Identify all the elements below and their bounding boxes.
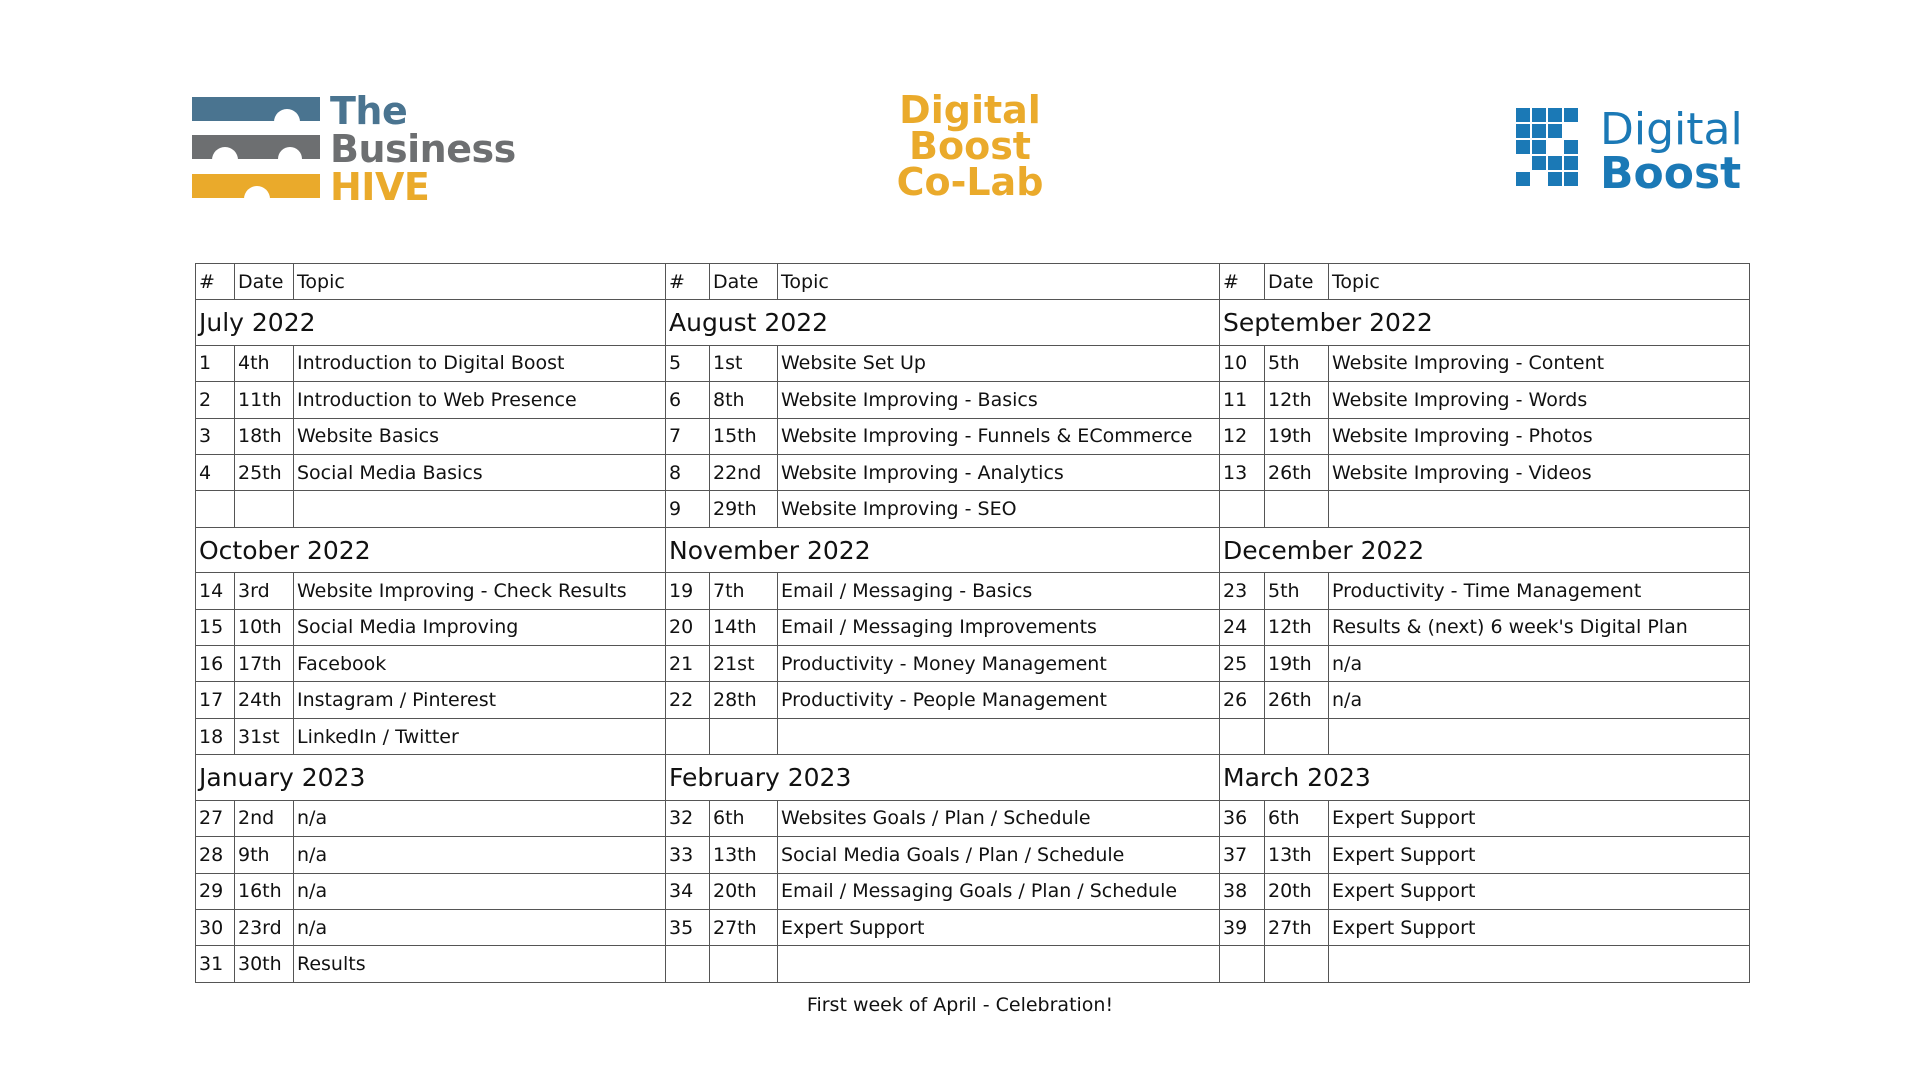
colab-logo-line-3: Co-Lab [896, 160, 1044, 204]
digital-boost-logo-line-1: Digital [1600, 104, 1743, 155]
session-number [1220, 491, 1265, 527]
table-row [196, 873, 1750, 909]
session-topic: Results & (next) 6 week's Digital Plan [1329, 609, 1750, 645]
session-number: 17 [196, 682, 235, 718]
session-topic: Introduction to Digital Boost [294, 345, 666, 381]
table-row [196, 345, 1750, 381]
session-topic: n/a [1329, 682, 1750, 718]
session-date: 5th [1265, 573, 1329, 609]
session-topic: Website Improving - Words [1329, 382, 1750, 418]
session-topic: Expert Support [1329, 873, 1750, 909]
session-topic: n/a [294, 909, 666, 945]
session-date: 16th [235, 873, 294, 909]
table-row [196, 718, 1750, 754]
session-topic: Website Improving - Photos [1329, 418, 1750, 454]
session-topic: Productivity - People Management [778, 682, 1220, 718]
session-date: 12th [1265, 609, 1329, 645]
session-number [1220, 718, 1265, 754]
session-number: 28 [196, 837, 235, 873]
session-date: 5th [1265, 345, 1329, 381]
session-topic [1329, 718, 1750, 754]
session-topic: Website Basics [294, 418, 666, 454]
session-number: 14 [196, 573, 235, 609]
session-topic: Website Set Up [778, 345, 1220, 381]
session-number: 8 [666, 455, 710, 491]
session-topic: Expert Support [1329, 800, 1750, 836]
session-topic: Website Improving - Funnels & ECommerce [778, 418, 1220, 454]
table-row [196, 609, 1750, 645]
session-date: 31st [235, 718, 294, 754]
digital-boost-colab-logo [860, 88, 1080, 204]
session-date: 26th [1265, 682, 1329, 718]
colab-logo-line-1: Digital [899, 88, 1041, 132]
session-topic [1329, 491, 1750, 527]
session-number: 10 [1220, 345, 1265, 381]
column-header: # [666, 264, 710, 300]
digital-boost-logo [1516, 104, 1760, 200]
table-row [196, 646, 1750, 682]
session-date: 15th [710, 418, 778, 454]
table-row [196, 909, 1750, 945]
session-number: 4 [196, 455, 235, 491]
month-heading: July 2022 [196, 300, 666, 345]
session-date: 27th [710, 909, 778, 945]
session-number: 27 [196, 800, 235, 836]
session-number: 5 [666, 345, 710, 381]
session-topic: n/a [1329, 646, 1750, 682]
session-number [666, 718, 710, 754]
session-date [1265, 718, 1329, 754]
column-header: Topic [778, 264, 1220, 300]
session-number: 29 [196, 873, 235, 909]
column-header: Date [710, 264, 778, 300]
session-number: 9 [666, 491, 710, 527]
table-row [196, 800, 1750, 836]
session-number: 33 [666, 837, 710, 873]
session-topic [1329, 946, 1750, 983]
session-topic: Expert Support [1329, 837, 1750, 873]
session-date: 22nd [710, 455, 778, 491]
column-header: Date [235, 264, 294, 300]
month-heading: November 2022 [666, 527, 1220, 572]
session-topic: Expert Support [1329, 909, 1750, 945]
session-topic: Introduction to Web Presence [294, 382, 666, 418]
session-date [235, 491, 294, 527]
session-date: 6th [710, 800, 778, 836]
digital-boost-logo-line-2: Boost [1600, 148, 1742, 199]
session-topic: n/a [294, 800, 666, 836]
schedule-table [195, 263, 1750, 983]
session-number: 25 [1220, 646, 1265, 682]
session-topic: Social Media Basics [294, 455, 666, 491]
session-date: 13th [1265, 837, 1329, 873]
session-number: 37 [1220, 837, 1265, 873]
business-hive-logo [192, 89, 542, 210]
hive-bar-top [192, 97, 320, 121]
session-date: 28th [710, 682, 778, 718]
session-number: 38 [1220, 873, 1265, 909]
session-date: 29th [710, 491, 778, 527]
session-topic: Website Improving - SEO [778, 491, 1220, 527]
session-number [666, 946, 710, 983]
month-heading-row [196, 527, 1750, 572]
session-number: 21 [666, 646, 710, 682]
hive-bar-bottom [192, 174, 320, 198]
session-number: 36 [1220, 800, 1265, 836]
session-number [1220, 946, 1265, 983]
session-number: 22 [666, 682, 710, 718]
month-heading: March 2023 [1220, 755, 1750, 800]
session-topic: n/a [294, 873, 666, 909]
hive-bar-middle [192, 135, 320, 159]
session-number: 15 [196, 609, 235, 645]
month-heading: December 2022 [1220, 527, 1750, 572]
session-date: 8th [710, 382, 778, 418]
column-header: Date [1265, 264, 1329, 300]
session-date: 18th [235, 418, 294, 454]
column-header: Topic [294, 264, 666, 300]
session-date [1265, 946, 1329, 983]
session-date: 4th [235, 345, 294, 381]
column-header: # [1220, 264, 1265, 300]
footer-note: First week of April - Celebration! [806, 994, 1114, 1016]
table-row [196, 946, 1750, 983]
session-date: 30th [235, 946, 294, 983]
session-date: 2nd [235, 800, 294, 836]
colab-logo-line-2: Boost [909, 124, 1031, 168]
table-row [196, 382, 1750, 418]
session-date: 19th [1265, 646, 1329, 682]
column-header: # [196, 264, 235, 300]
session-topic: LinkedIn / Twitter [294, 718, 666, 754]
table-row [196, 573, 1750, 609]
column-header: Topic [1329, 264, 1750, 300]
session-number: 11 [1220, 382, 1265, 418]
session-date: 14th [710, 609, 778, 645]
session-number: 23 [1220, 573, 1265, 609]
session-date: 20th [710, 873, 778, 909]
table-row [196, 418, 1750, 454]
table-row [196, 837, 1750, 873]
session-topic: Website Improving - Content [1329, 345, 1750, 381]
session-date: 27th [1265, 909, 1329, 945]
session-date: 3rd [235, 573, 294, 609]
session-date: 25th [235, 455, 294, 491]
session-topic [778, 946, 1220, 983]
session-date: 11th [235, 382, 294, 418]
month-heading-row [196, 300, 1750, 345]
session-topic: Social Media Improving [294, 609, 666, 645]
session-number: 7 [666, 418, 710, 454]
session-number: 32 [666, 800, 710, 836]
table-header-row [196, 264, 1750, 300]
session-date [1265, 491, 1329, 527]
session-date: 24th [235, 682, 294, 718]
session-date: 19th [1265, 418, 1329, 454]
session-date: 23rd [235, 909, 294, 945]
month-heading: February 2023 [666, 755, 1220, 800]
session-date: 13th [710, 837, 778, 873]
session-number: 24 [1220, 609, 1265, 645]
session-topic: Email / Messaging Goals / Plan / Schedule [778, 873, 1220, 909]
session-number: 35 [666, 909, 710, 945]
session-date [710, 718, 778, 754]
hive-logo-line-1: The [330, 89, 408, 133]
session-date: 6th [1265, 800, 1329, 836]
session-number: 1 [196, 345, 235, 381]
session-topic: Productivity - Time Management [1329, 573, 1750, 609]
session-number: 2 [196, 382, 235, 418]
session-topic: Productivity - Money Management [778, 646, 1220, 682]
month-heading: January 2023 [196, 755, 666, 800]
month-heading-row [196, 755, 1750, 800]
session-date: 7th [710, 573, 778, 609]
session-number: 30 [196, 909, 235, 945]
table-row [196, 455, 1750, 491]
session-date: 20th [1265, 873, 1329, 909]
session-topic: Social Media Goals / Plan / Schedule [778, 837, 1220, 873]
session-topic: Websites Goals / Plan / Schedule [778, 800, 1220, 836]
session-number: 26 [1220, 682, 1265, 718]
session-topic [294, 491, 666, 527]
month-heading: October 2022 [196, 527, 666, 572]
session-topic: Results [294, 946, 666, 983]
session-number: 18 [196, 718, 235, 754]
session-number: 3 [196, 418, 235, 454]
session-date: 9th [235, 837, 294, 873]
session-number: 20 [666, 609, 710, 645]
hive-logo-line-2: Business [330, 127, 516, 171]
session-number: 34 [666, 873, 710, 909]
session-topic: Facebook [294, 646, 666, 682]
session-topic: Expert Support [778, 909, 1220, 945]
month-heading: September 2022 [1220, 300, 1750, 345]
session-topic: Website Improving - Basics [778, 382, 1220, 418]
session-number: 39 [1220, 909, 1265, 945]
hive-logo-line-3: HIVE [330, 165, 430, 209]
session-date: 10th [235, 609, 294, 645]
session-topic: n/a [294, 837, 666, 873]
session-number: 16 [196, 646, 235, 682]
session-number [196, 491, 235, 527]
session-date: 17th [235, 646, 294, 682]
session-topic [778, 718, 1220, 754]
table-row [196, 682, 1750, 718]
session-number: 6 [666, 382, 710, 418]
session-number: 31 [196, 946, 235, 983]
session-topic: Website Improving - Videos [1329, 455, 1750, 491]
session-number: 19 [666, 573, 710, 609]
session-topic: Email / Messaging - Basics [778, 573, 1220, 609]
table-row [196, 491, 1750, 527]
session-date [710, 946, 778, 983]
session-date: 12th [1265, 382, 1329, 418]
session-number: 13 [1220, 455, 1265, 491]
session-topic: Email / Messaging Improvements [778, 609, 1220, 645]
session-topic: Website Improving - Check Results [294, 573, 666, 609]
session-date: 21st [710, 646, 778, 682]
session-number: 12 [1220, 418, 1265, 454]
session-date: 1st [710, 345, 778, 381]
session-topic: Website Improving - Analytics [778, 455, 1220, 491]
session-date: 26th [1265, 455, 1329, 491]
month-heading: August 2022 [666, 300, 1220, 345]
session-topic: Instagram / Pinterest [294, 682, 666, 718]
